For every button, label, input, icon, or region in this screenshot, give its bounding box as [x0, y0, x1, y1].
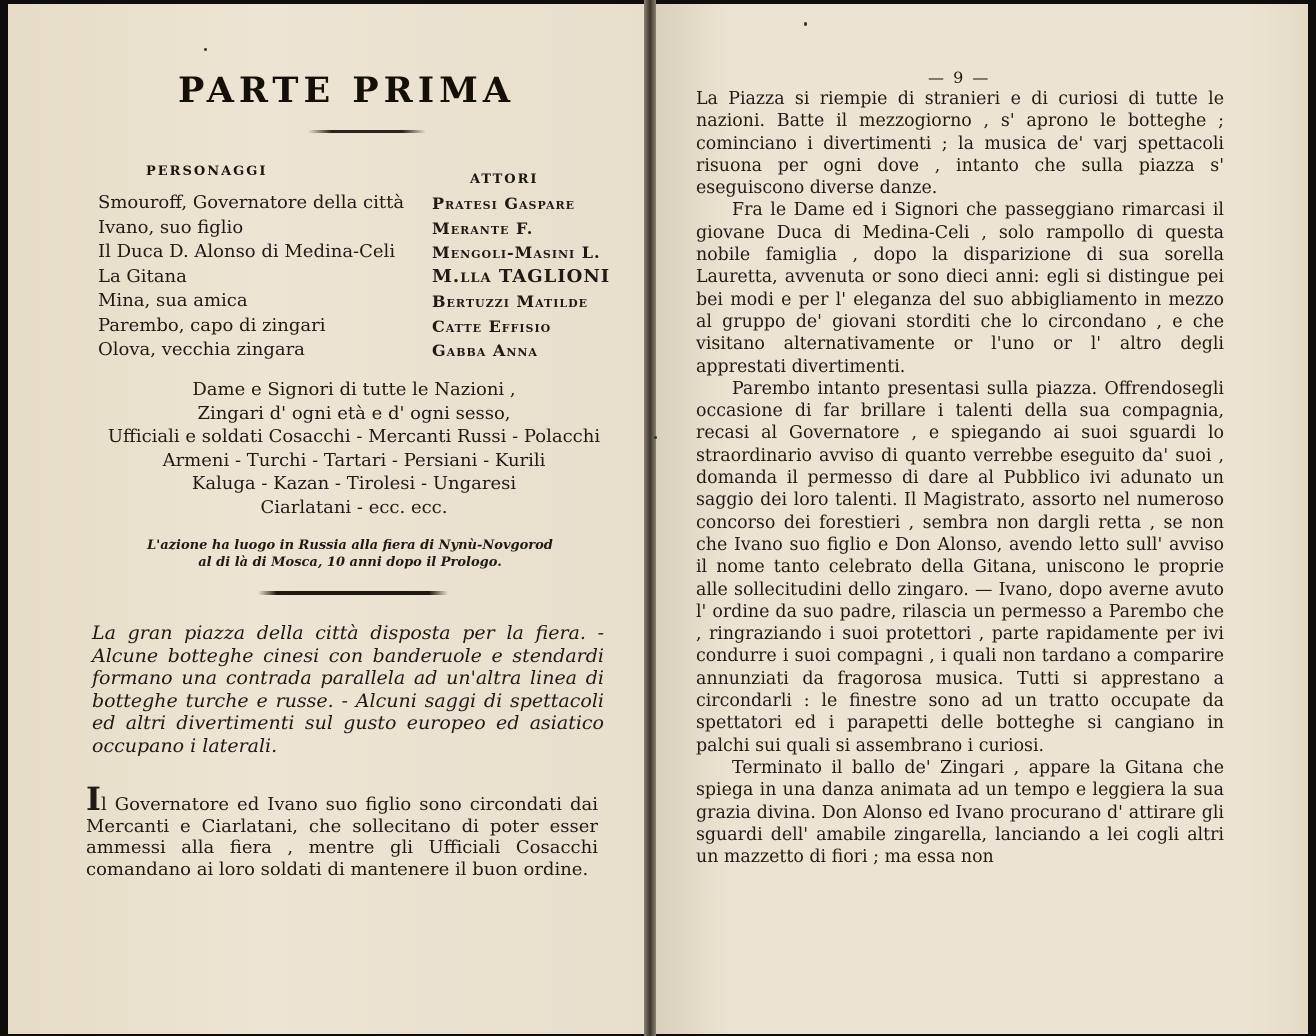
cast-row — [98, 290, 618, 315]
actor-name: Catte Effisio — [432, 316, 552, 336]
paper-speck — [654, 436, 657, 439]
ensemble-line: Kaluga - Kazan - Tirolesi - Ungaresi — [191, 473, 517, 494]
title-rule — [308, 130, 426, 133]
paragraph: Parembo intanto presentasi sulla piazza. Offrendosegli occasione di far brillare i talenti della sua compagnia, recasi al Governatore , e spiegando ai suoi sguardi lo straordinario avviso di quanto verrebbe eseguito da' suoi , domanda il permesso di dare al Pubblico ivi adunato un saggio dei loro talenti. Il Magistrato, assorto nel numeroso concorso dei forestieri , sembra non dargli retta , se non che Ivano suo figlio e Don Alonso, avendo letto sull' avviso il nome tanto celebrato della Gitana, uniscono le proprie alle sollecitudini dello zingaro. — Ivano, dopo averne avuto l' ordine da suo padre, rilascia un permesso a Parembo che , ringraziando i suoi protettori , parte rapidamente per ivi condurre i suoi compagni , i quali non tardano a comparire annunziati da fragorosa musica. Tutti si apprestano a circondarli : le finestre sono ad un tratto occupate da spettatori ed i parapetti delle botteghe si cangiano in palchi sui quali si assembrano i curiosi. — [696, 378, 1224, 756]
cast-list — [98, 192, 618, 364]
ensemble-line: Armeni - Turchi - Tartari - Persiani - Kurili — [162, 449, 546, 471]
role-name: La Gitana — [98, 265, 187, 287]
paper-speck — [804, 22, 807, 26]
ensemble-list — [94, 378, 614, 519]
page-title: PARTE PRIMA — [178, 70, 515, 111]
actor-name: Bertuzzi Matilde — [432, 292, 589, 311]
paragraph: Terminato il ballo de' Zingari , appare la Gitana che spiega in una danza animata ad un tempo e leggiera la sua grazia divina. Don Alonso ed Ivano procurano d' attirare gli sguardi dell' amabile zingarella, lanciando a lei cogli altri un mazzetto di fiori ; ma essa non — [696, 757, 1224, 868]
paragraph: Fra le Dame ed i Signori che passeggiano rimarcasi il giovane Duca di Medina-Celi , solo rampollo di questa nobile famiglia , dopo la disparizione di sua sorella Lauretta, avvenuta or sono dieci anni: egli si distingue pei bei modi e per l' eleganza del suo abbigliamento in mezzo al gruppo de' giovani storditi che lo circondano , e che visitano alternativamente or l'uno or l' altro degli apprestati divertimenti. — [696, 200, 1224, 377]
action-paragraph — [86, 780, 598, 880]
role-name: Smouroff, Governatore della città — [98, 192, 405, 213]
book-gutter — [644, 0, 656, 1036]
cast-row — [98, 266, 618, 291]
characters-header: PERSONAGGI — [146, 164, 268, 179]
cast-row — [98, 217, 618, 242]
drop-initial: I — [86, 780, 101, 818]
action-text: l Governatore ed Ivano suo figlio sono circondati dai Mercanti e Ciarlatani, che sollecitano di poter esser ammessi alla fiera , mentre gli Ufficiali Cosacchi comandano ai loro soldati di mantenere il buon ordine. — [86, 794, 598, 880]
actor-name: Pratesi Gaspare — [432, 194, 576, 213]
ensemble-line: Zingari d' ogni età e d' ogni sesso, — [197, 402, 511, 424]
page-number: — 9 — — [928, 68, 991, 87]
setting-line: al di là di Mosca, 10 anni dopo il Prologo. — [198, 555, 502, 570]
setting-note — [100, 537, 600, 571]
role-name: Parembo, capo di zingari — [98, 314, 326, 336]
cast-row — [98, 241, 618, 266]
paragraph: La Piazza si riempie di stranieri e di curiosi di tutte le nazioni. Batte il mezzogiorno , s' aprono le botteghe ; cominciano i divertimenti ; la musica de' varj spettacoli risuona per ogni dove , intanto che sulla piazza s' eseguiscono diverse danze. — [696, 89, 1224, 199]
cast-row — [98, 315, 618, 340]
right-page-text — [696, 88, 1224, 868]
actor-name: Mengoli-Masini L. — [432, 243, 601, 262]
ensemble-line: Ufficiali e soldati Cosacchi - Mercanti Russi - Polacchi — [107, 426, 601, 447]
cast-row — [98, 192, 618, 217]
setting-line: L'azione ha luogo in Russia alla fiera di Nynù-Novgorod — [147, 538, 553, 553]
scene-description: La gran piazza della città disposta per la fiera. - Alcune botteghe cinesi con banderuole e stendardi formano una contrada parallela ad un'altra linea di botteghe turche e russe. - Alcuni saggi di spettacoli ed altri divertimenti sul gusto europeo ed asiatico occupano i laterali. — [92, 622, 604, 757]
role-name: Olova, vecchia zingara — [98, 339, 305, 360]
paper-speck — [204, 48, 207, 51]
actor-name: M.lla TAGLIONI — [432, 265, 611, 287]
actor-name: Gabba Anna — [432, 341, 538, 360]
role-name: Mina, sua amica — [98, 290, 248, 311]
actors-header: ATTORI — [470, 172, 539, 187]
ensemble-line: Dame e Signori di tutte le Nazioni , — [192, 379, 516, 400]
role-name: Il Duca D. Alonso di Medina-Celi — [98, 241, 396, 262]
ornament-rule — [258, 591, 448, 595]
cast-row — [98, 339, 618, 364]
ensemble-line: Ciarlatani - ecc. ecc. — [260, 496, 448, 518]
role-name: Ivano, suo figlio — [98, 216, 244, 238]
actor-name: Merante F. — [432, 218, 534, 238]
